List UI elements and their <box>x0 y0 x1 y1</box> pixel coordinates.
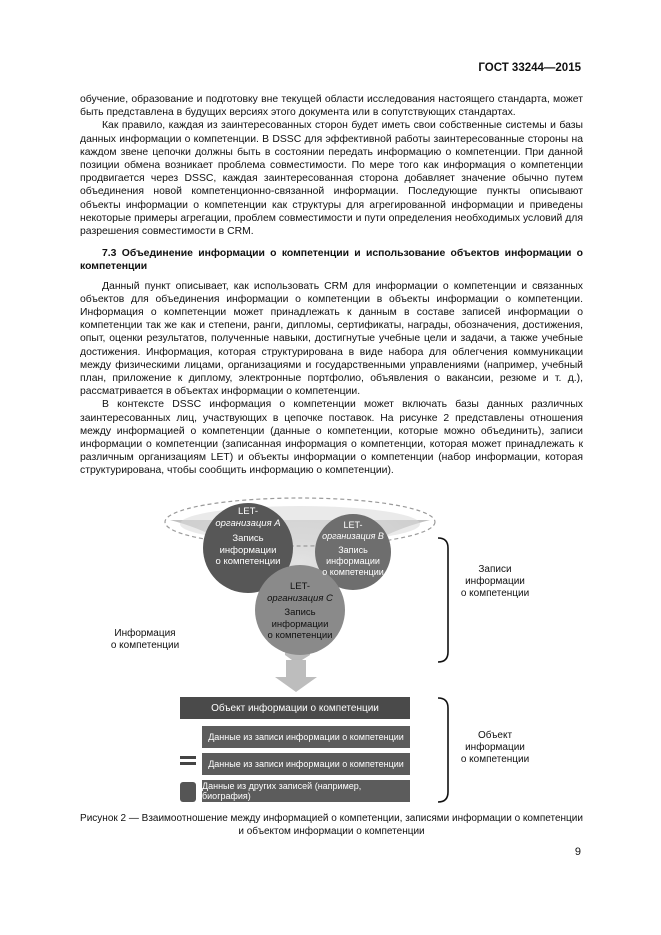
circle-a-label: LET- организация A Запись информации о компетенции <box>215 506 281 567</box>
bar-data-other: Данные из других записей (например, биография) <box>202 780 410 802</box>
body-text <box>80 93 583 478</box>
label-records: Записи информации о компетенции <box>460 564 530 599</box>
small-mark <box>180 762 196 765</box>
label-object: Объект информации о компетенции <box>460 730 530 765</box>
section-heading: 7.3 Объединение информации о компетенции и использование объектов информации о компетенции <box>80 248 583 273</box>
bar-object-info: Объект информации о компетенции <box>180 697 410 719</box>
bracket-records <box>438 538 448 662</box>
document-code: ГОСТ 33244—2015 <box>478 62 581 74</box>
small-block <box>180 782 196 802</box>
page-number: 9 <box>574 846 581 858</box>
circle-b-label: LET- организация B Запись информации о компетенции <box>322 520 384 577</box>
bar-data-record-1: Данные из записи информации о компетенции <box>202 726 410 748</box>
bar-data-record-2: Данные из записи информации о компетенции <box>202 753 410 775</box>
figure-caption: Рисунок 2 — Взаимоотношение между информацией о компетенции, записями информации о компетенции и объектом информации о компетенции <box>80 813 583 837</box>
figure-diagram <box>100 480 570 810</box>
arrow-down-icon <box>275 660 317 692</box>
paragraph: Данный пункт описывает, как использовать CRM для информации о компетенции и связанных объектов для объединения информации о компетенции в объекты информации о компетенции. Информация о компетенции может принадлежать к данным в составе записей информации о компетенции так же как и степени, ранги, дипломы, сертификаты, награды, обозначения, достижения, опыт, оценки результатов, полученные навыки, достигнутые учебные цели и задачи, а также учебные достижения. Информация, которая структурирована в виде набора для облегчения коммуникации между физическими лицами, организациями и государственными управлениями (например, учебный план, приложение к диплому, электронные портфолио, объявления о вакансии, резюме и т. д.), рассматривается в объектах информации о компетенции. <box>80 280 583 398</box>
label-competence-info: Информация о компетенции <box>110 628 180 651</box>
paragraph: В контексте DSSC информация о компетенции может включать базы данных различных заинтересованных лиц, участвующих в цепочке поставок. На рисунке 2 представлены отношения между информацией о компетенции (данные о компетенции, которые можно объединить), записи информации о компетенции (записанная информация о компетенции, которая может принадлежать к различным организациям LET) и объекты информации о компетенции (набор информации, которая структурирована, чтобы сообщить информацию о компетенции). <box>80 399 583 477</box>
bracket-object <box>438 698 448 802</box>
paragraph: обучение, образование и подготовку вне текущей области исследования настоящего стандарта, может быть представлена в будущих версиях этого документа или в сопутствующих стандартах. <box>80 94 583 119</box>
circle-c-label: LET- организация C Запись информации о компетенции <box>267 581 333 641</box>
paragraph: Как правило, каждая из заинтересованных сторон будет иметь свои собственные системы и базы данных информации о компетенции. В DSSC для эффективной работы заинтересованные стороны на каждом звене цепочки должны быть в состоянии передать информацию о компетенции. При данной позиции обмена возникает проблема совместимости. По мере того как информация о компетенции продвигается через DSSC, каждая заинтересованная сторона добавляет значение обычно путем объединения новой компетенционно-связанной информации. Последующие пункты описывают объекты информации о компетенции как структуры для агрегированной информации и приведены некоторые примеры агрегации, проблем совместимости и пути определения необходимых условий для разрешения совместимости в CRM. <box>80 120 583 238</box>
small-mark <box>180 756 196 759</box>
